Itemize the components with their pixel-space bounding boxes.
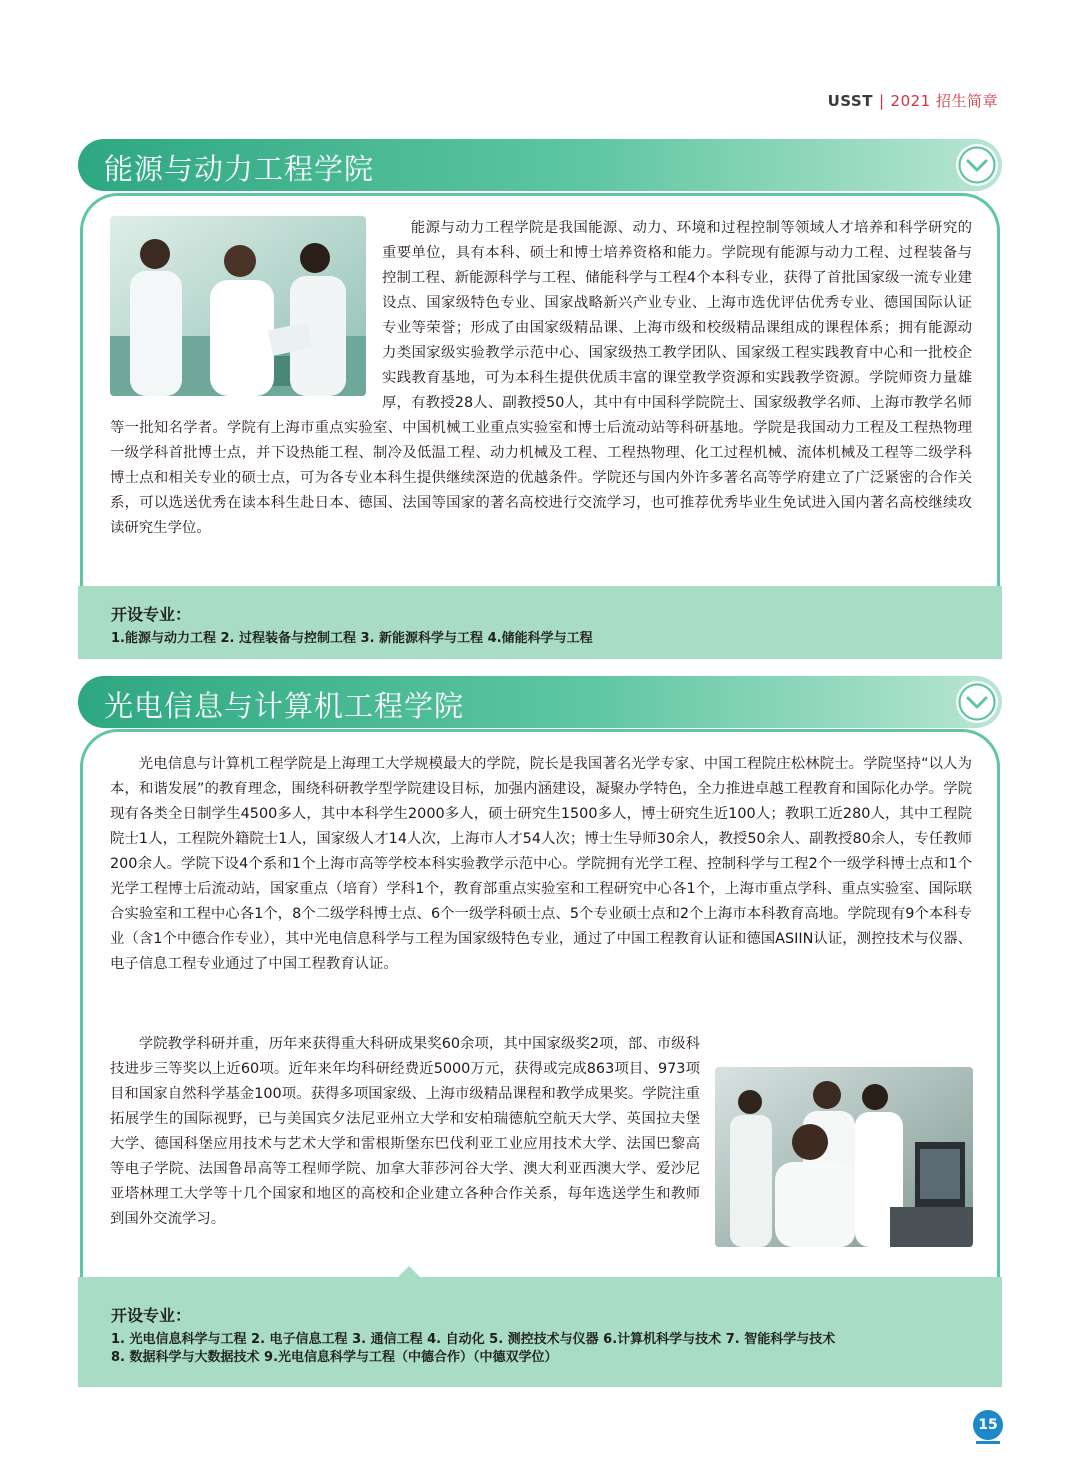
section1-paragraph-text: 能源与动力工程学院是我国能源、动力、环境和过程控制等领域人才培养和科学研究的重要单位，具有本科、硕士和博士培养资格和能力。学院现有能源与动力工程、过程装备与控制工程、新能源科学与工程、储能科学与工程4个本科专业，获得了首批国家级一流专业建设点、国家级特色专业、国家战略新兴产业专业、上海市选优评估优秀专业、德国国际认证专业等荣誉；形成了由国家级精品课、上海市级和校级精品课组成的课程体系；拥有能源动力类国家级实验教学示范中心、国家级热工教学团队、国家级工程实践教育中心和一批校企实践教育基地，可为本科生提供优质丰富的课堂教学资源和实践教学资源。学院师资力量雄厚，有教授28人、副教授50人，其中有中国科学院院士、国家级教学名师、上海市教学名师等一批知名学者。学院有上海市重点实验室、中国机械工业重点实验室和博士后流动站等科研基地。学院是我国动力工程及工程热物理一级学科首批博士点，并下设热能工程、制冷及低温工程、动力机械及工程、工程热物理、化工过程机械、流体机械及工程等二级学科博士点和相关专业的硕士点，可为各专业本科生提供继续深造的优越条件。学院还与国内外许多著名高等学府建立了广泛紧密的合作关系，可以选送优秀在读本科生赴日本、德国、法国等国家的著名高校进行交流学习，也可推荐优秀毕业生免试进入国内著名高校继续攻读研究生学位。 (110, 220, 972, 536)
brand-name: USST (827, 92, 873, 110)
section1-majors-line: 1.能源与动力工程 2. 过程装备与控制工程 3. 新能源科学与工程 4.储能科学与工程 (111, 631, 593, 646)
section1-majors (78, 586, 1002, 659)
section2-majors-notch (398, 1266, 420, 1277)
section1-title-bar (78, 139, 1002, 191)
section1-paragraph (110, 216, 972, 541)
brand-separator: | (878, 92, 885, 110)
section2-paragraph-2 (110, 1032, 972, 1257)
section2-majors-title: 开设专业： (111, 1306, 192, 1325)
section1-title: 能源与动力工程学院 (104, 152, 375, 186)
chevron-down-icon[interactable] (956, 681, 998, 723)
section2-paragraph-2-text: 学院教学科研并重，历年来获得重大科研成果奖60余项，其中国家级奖2项，部、市级科技进步三等奖以上近60项。近年来年均科研经费近5000万元，获得或完成863项目、973项目和国家自然科学基金100项。获得多项国家级、上海市级精品课程和教学成果奖。学院注重拓展学生的国际视野，已与美国宾夕法尼亚州立大学和安柏瑞德航空航天大学、英国拉夫堡大学、德国科堡应用技术与艺术大学和雷根斯堡东巴伐利亚工业应用技术大学、法国巴黎高等电子学院、法国鲁昂高等工程师学院、加拿大菲莎河谷大学、澳大利亚西澳大学、爱沙尼亚塔林理工大学等十几个国家和地区的高校和企业建立各种合作关系，每年选送学生和教师到国外交流学习。 (110, 1036, 700, 1227)
section2-title-bar (78, 676, 1002, 728)
section2-paragraph-1-text: 光电信息与计算机工程学院是上海理工大学规模最大的学院，院长是我国著名光学专家、中国工程院庄松林院士。学院坚持“以人为本，和谐发展”的教育理念，围绕科研教学型学院建设目标，加强内涵建设，凝聚办学特色，全力推进卓越工程教育和国际化办学。学院现有各类全日制学生4500多人，其中本科学生2000多人，硕士研究生1500多人，博士研究生近100人；教职工近280人，其中工程院院士1人，工程院外籍院士1人，国家级人才14人次，上海市人才54人次；博士生导师30余人，教授50余人、副教授80余人，专任教师200余人。学院下设4个系和1个上海市高等学校本科实验教学示范中心。学院拥有光学工程、控制科学与工程2个一级学科博士点和1个光学工程博士后流动站，国家重点（培育）学科1个，教育部重点实验室和工程研究中心各1个，上海市重点学科、重点实验室、国际联合实验室和工程中心各1个，8个二级学科博士点、6个一级学科硕士点、5个专业硕士点和2个上海市本科教育高地。学院现有9个本科专业（含1个中德合作专业），其中光电信息科学与工程为国家级特色专业，通过了中国工程教育认证和德国ASIIN认证，测控技术与仪器、电子信息工程专业通过了中国工程教育认证。 (110, 756, 972, 972)
section2-majors (78, 1277, 1002, 1387)
chevron-down-icon[interactable] (956, 144, 998, 186)
section2-title: 光电信息与计算机工程学院 (104, 689, 465, 723)
page-number: 15 (973, 1410, 1003, 1440)
header-brand (828, 90, 998, 111)
section1-majors-title: 开设专业： (111, 605, 192, 624)
brand-subtitle: 2021 招生简章 (890, 92, 998, 110)
page-number-underline (976, 1441, 1000, 1444)
section2-majors-line-1: 1. 光电信息科学与工程 2. 电子信息工程 3. 通信工程 4. 自动化 5. 测控技术与仪器 6.计算机科学与技术 7. 智能科学与技术 (111, 1332, 836, 1347)
section2-majors-line-2: 8. 数据科学与大数据技术 9.光电信息科学与工程（中德合作）（中德双学位） (111, 1350, 558, 1365)
section2-paragraph-1 (110, 752, 972, 977)
